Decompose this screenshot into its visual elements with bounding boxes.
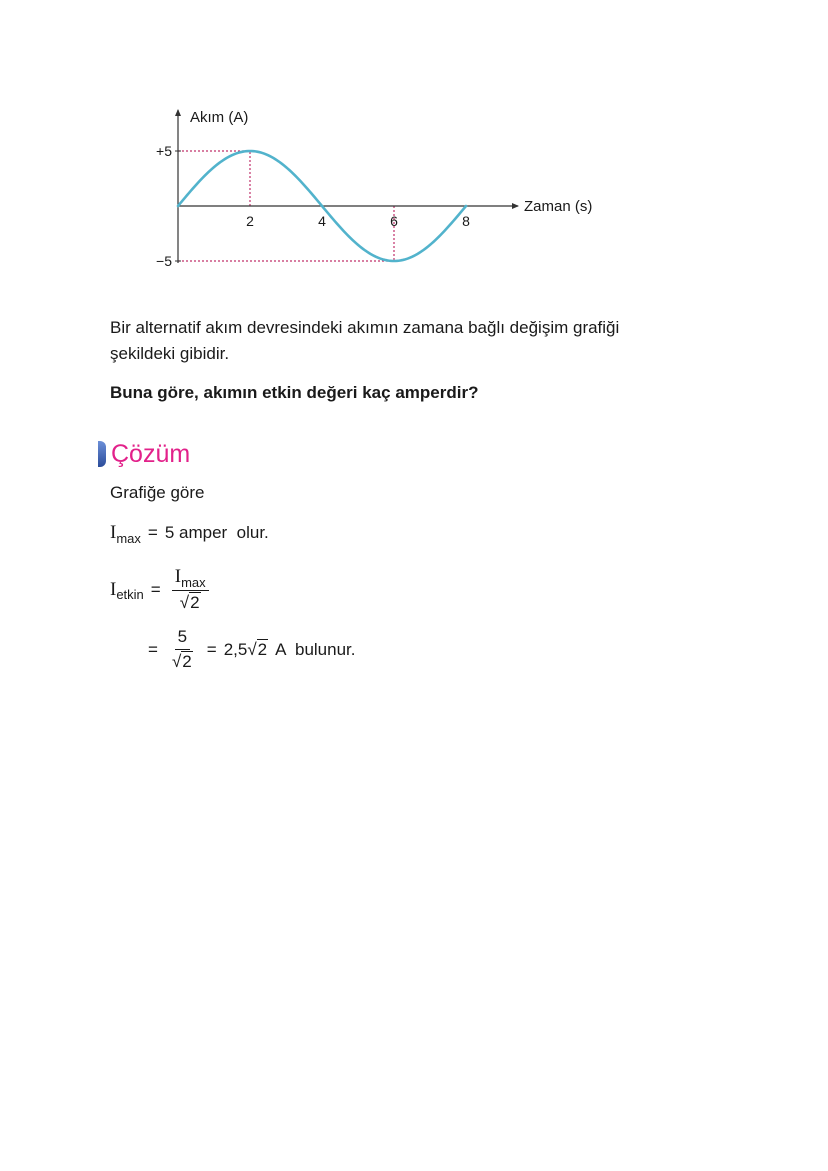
question-text: Bir alternatif akım devresindeki akımın zamana bağlı değişim grafiği şekildeki gibidir. <box>110 318 620 363</box>
ietkin-equals: = <box>150 579 161 599</box>
result-denominator <box>169 650 196 672</box>
ietkin-symbol: I <box>110 578 117 600</box>
imax-subscript: max <box>116 530 141 546</box>
y-axis-label: Akım (A) <box>190 109 249 126</box>
radicand: 2 <box>257 639 268 659</box>
x-tick-label-8: 8 <box>462 213 470 229</box>
solution-intro: Grafiğe göre <box>110 483 205 502</box>
question-prompt: Buna göre, akımın etkin değeri kaç amperdir? <box>110 383 479 402</box>
imax-equation <box>110 522 269 544</box>
result-equation <box>148 627 355 672</box>
imax-value-text: 5 amper olur. <box>164 523 269 542</box>
x-tick-label-6: 6 <box>390 213 398 229</box>
fraction-numerator <box>172 566 209 591</box>
ietkin-fraction <box>172 566 209 613</box>
fraction-denominator <box>177 591 204 613</box>
sqrt-icon: √ <box>171 652 182 671</box>
ietkin-subscript: etkin <box>116 587 144 602</box>
imax-equals: = <box>147 523 158 542</box>
solution-heading-text: Çözüm <box>111 439 191 468</box>
result-text: A bulunur. <box>275 639 356 659</box>
result-equals-1: = <box>148 639 158 659</box>
sqrt-icon: √ <box>179 593 190 612</box>
x-tick-label-2: 2 <box>246 213 254 229</box>
current-time-graph <box>0 0 828 290</box>
ietkin-equation <box>110 566 213 613</box>
result-sqrt <box>247 640 268 660</box>
radicand: 2 <box>190 593 200 612</box>
result-numerator: 5 <box>175 627 190 650</box>
numerator-subscript: max <box>181 575 206 590</box>
y-tick-label-max: +5 <box>156 143 172 159</box>
radicand: 2 <box>182 652 192 671</box>
result-fraction <box>169 627 196 672</box>
numerator-symbol: I <box>174 566 182 587</box>
result-coefficient: 2,5 <box>223 639 248 659</box>
solution-heading <box>98 436 190 472</box>
sqrt-icon: √ <box>247 639 257 659</box>
y-tick-label-min: −5 <box>156 253 172 269</box>
result-equals-2: = <box>206 639 217 659</box>
x-axis-label: Zaman (s) <box>524 198 593 215</box>
x-tick-label-4: 4 <box>318 213 326 229</box>
imax-symbol: I <box>110 522 117 543</box>
heading-marker-icon <box>98 441 106 467</box>
